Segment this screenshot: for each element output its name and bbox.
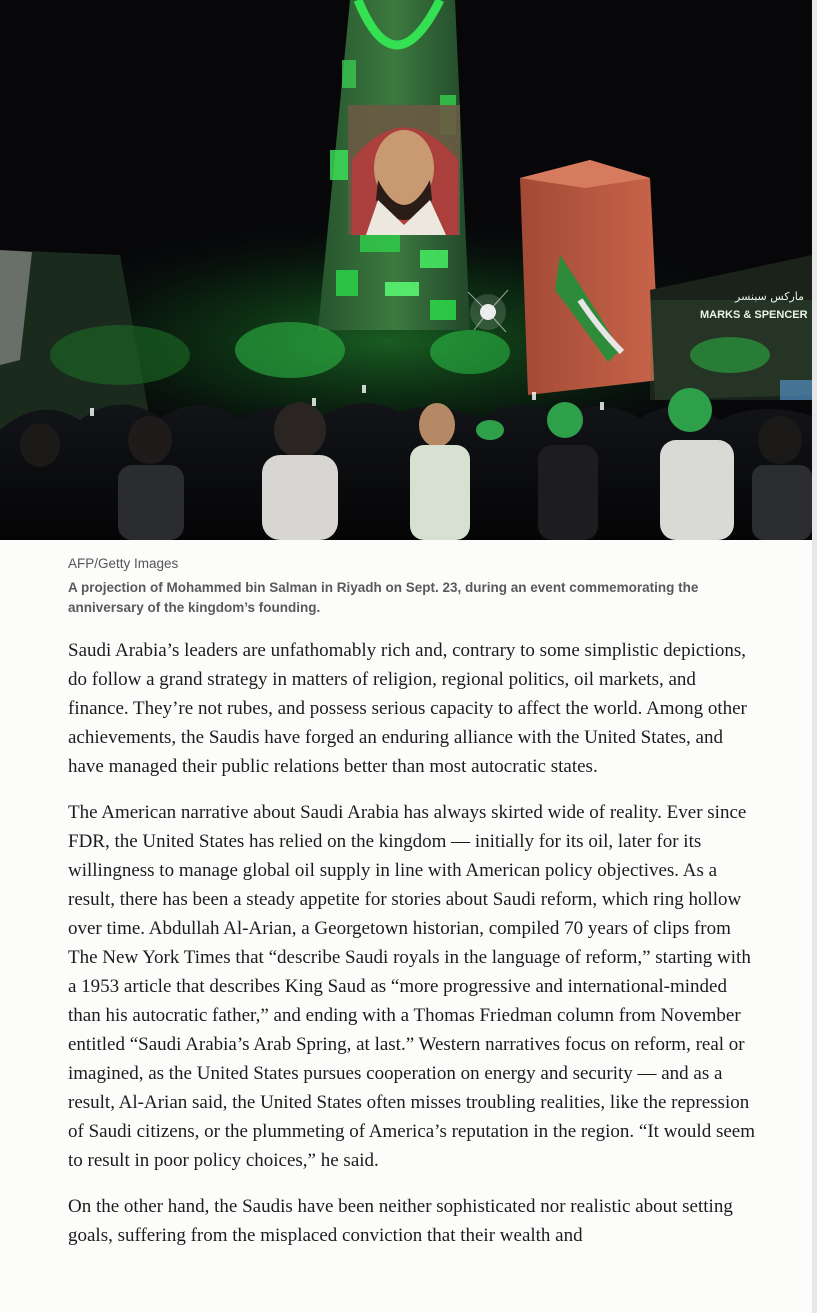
page-scrollbar-gutter [812,0,817,1313]
article-photo [0,0,812,540]
photo-caption [68,555,768,618]
store-sign-ar: ماركس سبنسر [735,290,805,303]
caption-text: A projection of Mohammed bin Salman in Riyadh on Sept. 23, during an event commemorating the anniversary of the kingdom’s founding. [68,580,699,615]
store-sign-en: MARKS & SPENCER [700,309,808,321]
article-paragraph: Saudi Arabia’s leaders are unfathomably rich and, contrary to some simplistic depictions, do follow a grand strategy in matters of religion, regional politics, oil markets, and finance. They’re not rubes, and possess serious capacity to affect the world. Among other achievements, the Saudis have forged an enduring alliance with the United States, and have managed their public relations better than most autocratic states. [68,640,747,777]
article-paragraph: The American narrative about Saudi Arabia has always skirted wide of reality. Ever since FDR, the United States has relied on the kingdom — initially for its oil, later for its willingness to manage global oil supply in line with American policy objectives. As a result, there has been a steady appetite for stories about Saudi reform, which ring hollow over time. Abdullah Al-Arian, a Georgetown historian, compiled 70 years of clips from The New York Times that “describe Saudi royals in the language of reform,” starting with a 1953 article that describes King Saud as “more progressive and international-minded than his autocratic father,” and ending with a Thomas Friedman column from November entitled “Saudi Arabia’s Arab Spring, at last.” Western narratives focus on reform, real or imagined, as the United States pursues cooperation on energy and security — and as a result, Al-Arian said, the United States often misses troubling realities, like the repression of Saudi citizens, or the plummeting of America’s reputation in the region. “It would seem to result in poor policy choices,” he said. [68,802,755,1171]
article-paragraph: On the other hand, the Saudis have been neither sophisticated nor realistic about setting goals, suffering from the misplaced conviction that their wealth and [68,1196,733,1246]
photo-illustration [0,0,812,540]
article-body [68,636,758,1267]
photo-credit: AFP/Getty Images [68,556,179,571]
